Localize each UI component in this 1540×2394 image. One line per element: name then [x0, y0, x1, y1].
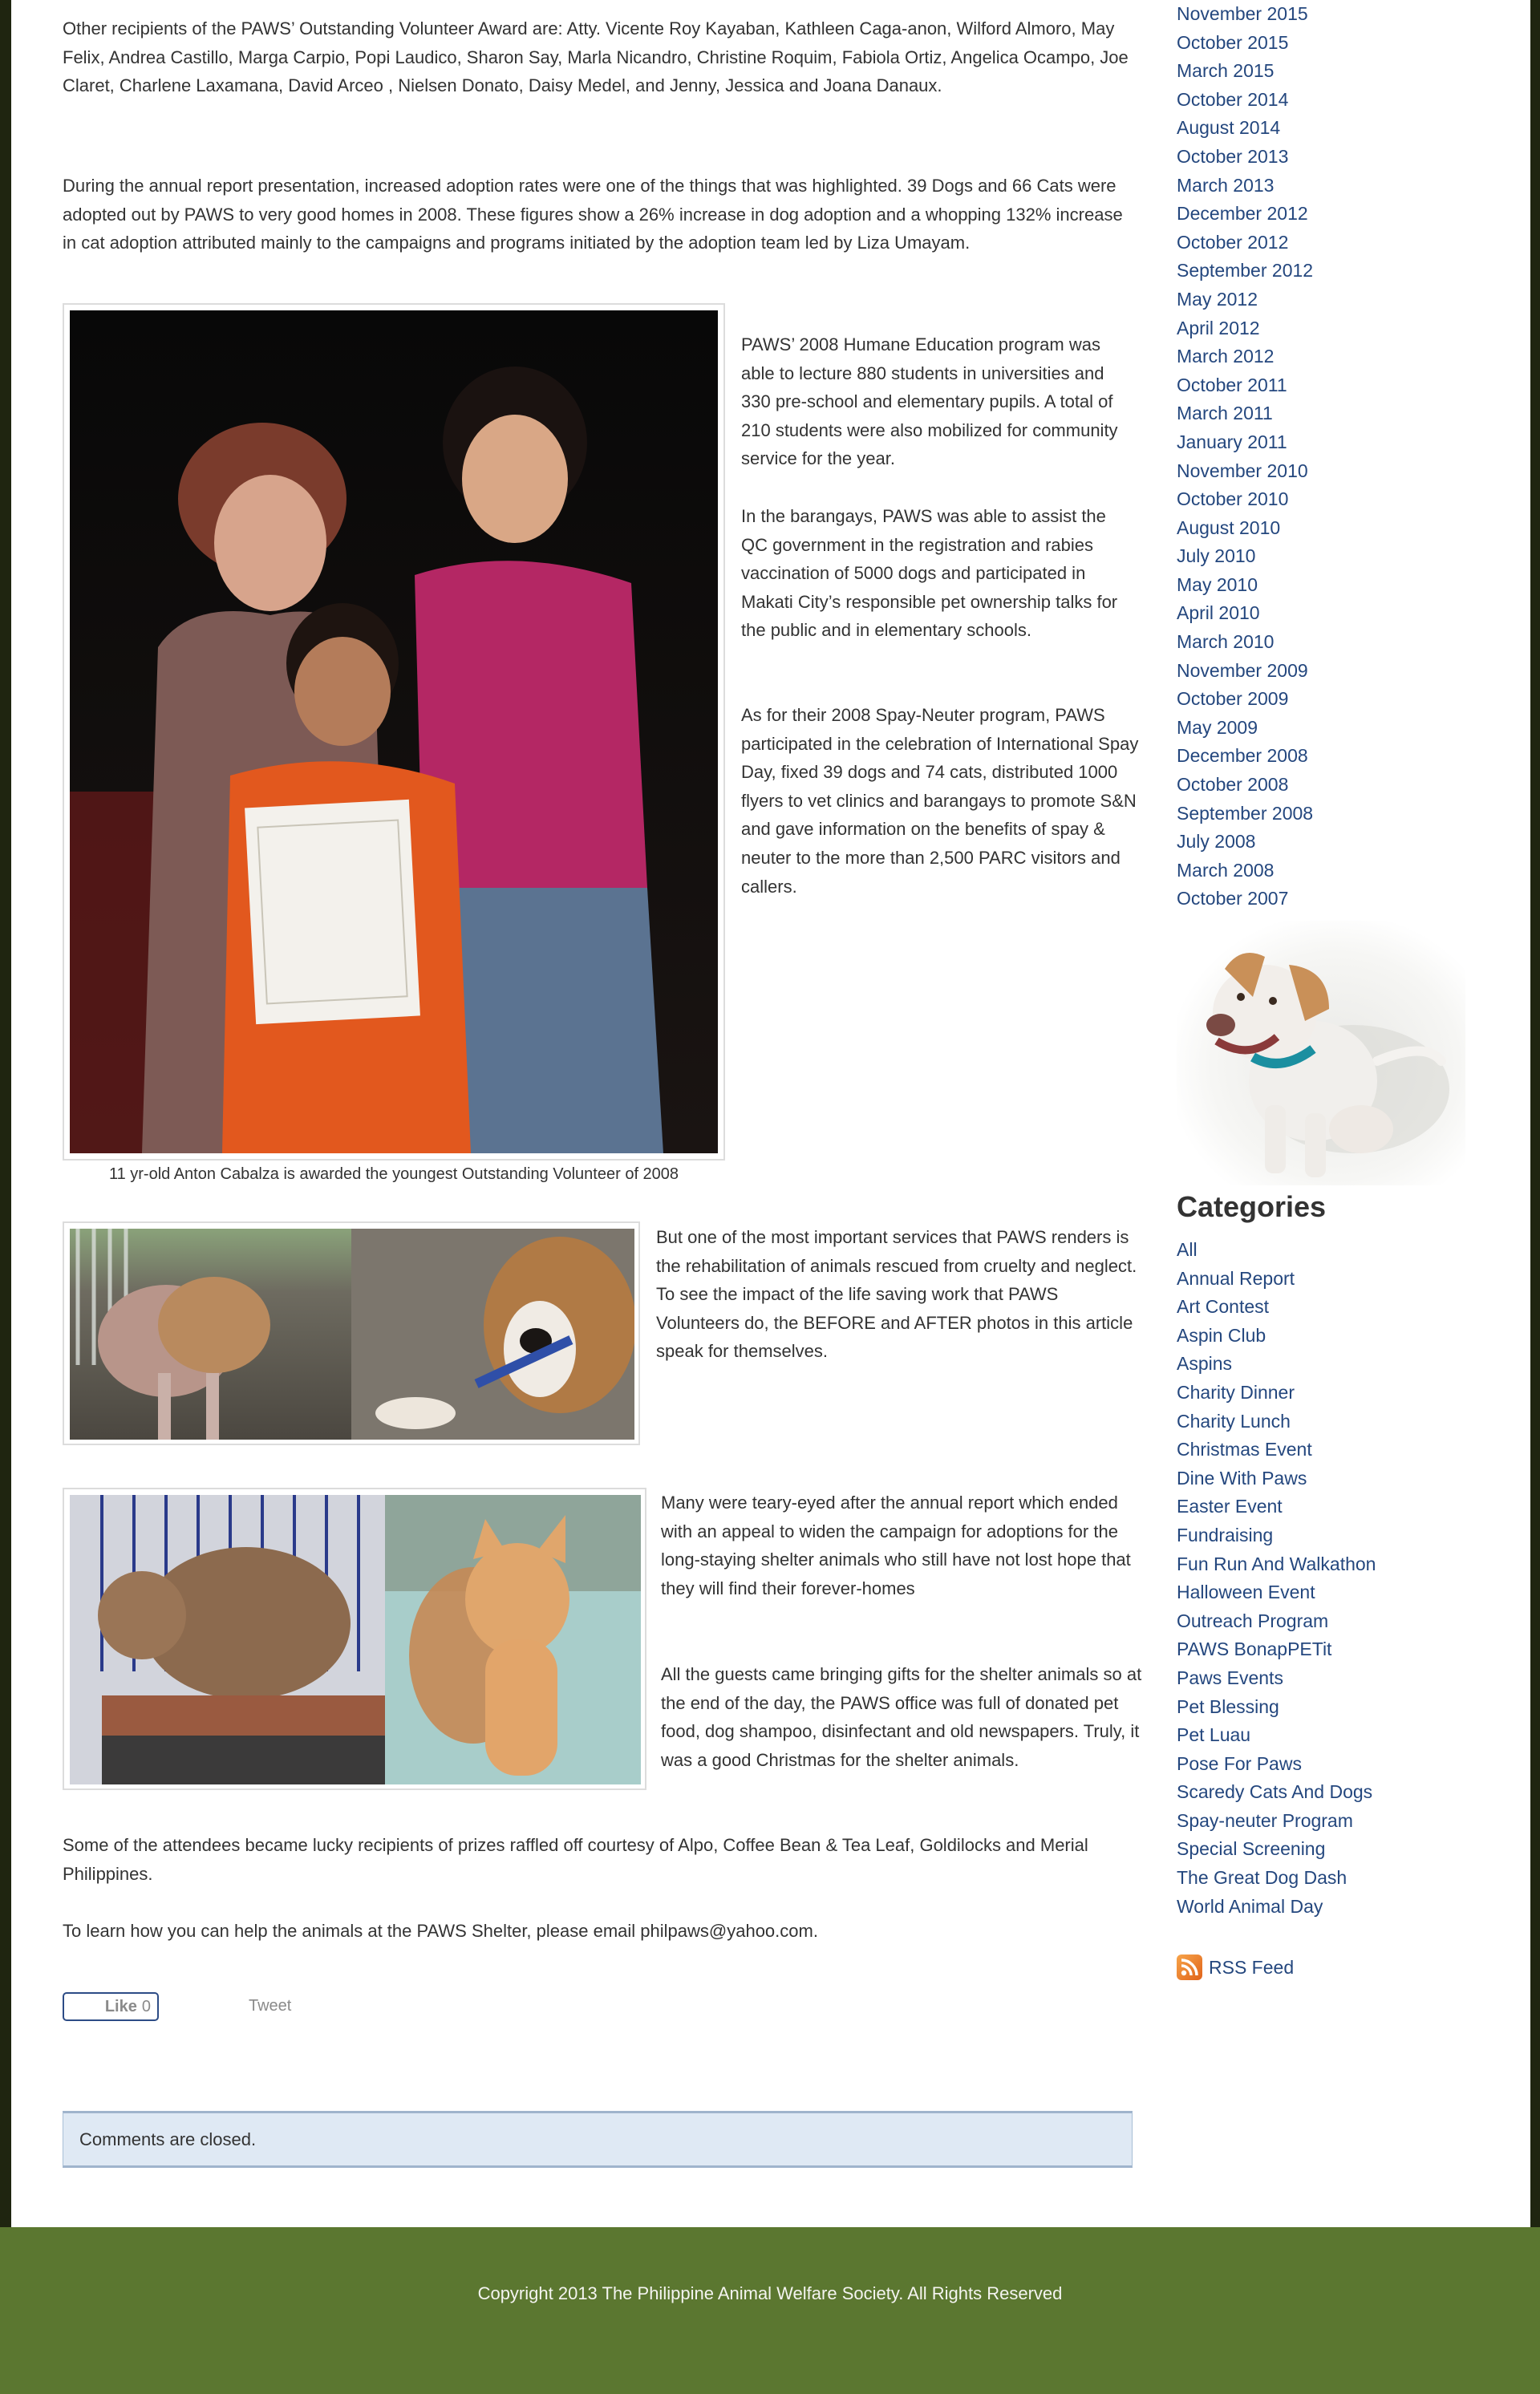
paragraph-recipients: Other recipients of the PAWS’ Outstanding Volunteer Award are: Atty. Vicente Roy Kayaban, Kathleen Caga-anon, Wilford Almoro, May Felix, Andrea Castillo, Marga Carpio, Popi Laudico, Sharon Say, Marla Nicandro, Christine Roquim, Fabiola Ortiz, Angelica Ocampo, Joe Claret, Charlene Laxamana, David Arceo , Nielsen Donato, Daisy Medel, and Jenny, Jessica and Joana Danaux.: [63, 18, 1129, 96]
category-link[interactable]: World Animal Day: [1177, 1895, 1323, 1917]
archive-link[interactable]: March 2011: [1177, 403, 1273, 424]
tweet-button[interactable]: Tweet: [249, 1997, 292, 2015]
archive-link[interactable]: August 2010: [1177, 516, 1281, 538]
archive-link[interactable]: April 2012: [1177, 317, 1260, 338]
cat-before-illustration: [70, 1495, 385, 1784]
archive-link[interactable]: May 2010: [1177, 573, 1258, 595]
category-link[interactable]: Dine With Paws: [1177, 1467, 1307, 1489]
category-link[interactable]: Scaredy Cats And Dogs: [1177, 1781, 1373, 1803]
cat-after-photo: [385, 1495, 641, 1784]
archive-link[interactable]: March 2015: [1177, 60, 1275, 82]
category-link[interactable]: Charity Dinner: [1177, 1381, 1295, 1403]
footer-copyright: Copyright 2013 The Philippine Animal Welfare Society. All Rights Reserved: [477, 2283, 1063, 2303]
category-link[interactable]: Fundraising: [1177, 1524, 1274, 1545]
archive-link[interactable]: December 2008: [1177, 745, 1308, 767]
cat-before-photo: [70, 1495, 385, 1784]
category-link[interactable]: Easter Event: [1177, 1496, 1283, 1517]
dog-before-after-frame: [63, 1221, 640, 1445]
paragraph-adoption: During the annual report presentation, increased adoption rates were one of the things that was highlighted. 39 Dogs and 66 Cats were adopted out by PAWS to very good homes in 2008. These figures show a 26% increase in dog adoption and a whopping 132% increase in cat adoption attributed mainly to the campaigns and programs initiated by the adoption team led by Liza Umayam.: [63, 176, 1123, 253]
dog-illustration: [1177, 921, 1465, 1185]
archive-link[interactable]: December 2012: [1177, 203, 1308, 225]
category-link[interactable]: Pet Blessing: [1177, 1695, 1279, 1717]
categories-heading: Categories: [1177, 1190, 1327, 1223]
archive-link[interactable]: May 2012: [1177, 288, 1258, 310]
archive-link[interactable]: October 2011: [1177, 374, 1287, 395]
cat-before-after-frame: [63, 1488, 646, 1790]
paragraph-gifts: All the guests came bringing gifts for the shelter animals so at the end of the day, the PAWS office was full of donated pet food, dog shampoo, disinfectant and old newspapers. Truly, it was a good Christmas for the shelter animals.: [661, 1664, 1142, 1770]
archive-link[interactable]: July 2010: [1177, 545, 1256, 567]
paragraph-spay-neuter: As for their 2008 Spay-Neuter program, PAWS participated in the celebration of International Spay Day, fixed 39 dogs and 74 cats, distributed 1000 flyers to vet clinics and barangays to promote S&N and gave information on the benefits of spay & neuter to the more than 2,500 PARC visitors and callers.: [741, 705, 1139, 897]
dog-after-photo: [351, 1229, 634, 1440]
category-link[interactable]: Special Screening: [1177, 1838, 1326, 1860]
archive-link[interactable]: November 2010: [1177, 460, 1308, 481]
archive-link[interactable]: October 2012: [1177, 231, 1289, 253]
dog-after-illustration: [351, 1229, 634, 1440]
paragraph-rehabilitation: But one of the most important services that PAWS renders is the rehabilitation of animals rescued from cruelty and neglect. To see the impact of the life saving work that PAWS Volunteers do, the BEFORE and AFTER photos in this article speak for themselves.: [656, 1227, 1137, 1362]
category-link[interactable]: Art Contest: [1177, 1296, 1270, 1318]
like-count: 0: [141, 1997, 151, 2015]
rss-feed-label: RSS Feed: [1209, 1956, 1295, 1978]
categories-list: [1177, 1236, 1376, 1921]
archive-link[interactable]: October 2008: [1177, 774, 1289, 796]
paragraph-barangays: In the barangays, PAWS was able to assist the QC government in the registration and rabies vaccination of 5000 dogs and participated in Makati City’s responsible pet ownership talks for the public and in elementary schools.: [741, 506, 1118, 641]
site-footer: [0, 2227, 1540, 2394]
category-link[interactable]: Paws Events: [1177, 1667, 1283, 1688]
paragraph-education: PAWS’ 2008 Humane Education program was able to lecture 880 students in universities and 330 pre-school and elementary pupils. A total of 210 students were also mobilized for community service for the year.: [741, 334, 1118, 469]
category-link[interactable]: Fun Run And Walkathon: [1177, 1553, 1376, 1574]
archive-link[interactable]: March 2010: [1177, 631, 1275, 653]
archive-link[interactable]: October 2015: [1177, 31, 1289, 53]
archive-link[interactable]: October 2009: [1177, 688, 1289, 710]
archive-link[interactable]: March 2012: [1177, 346, 1275, 367]
sidebar-dog-image: [1177, 921, 1465, 1185]
archive-link[interactable]: September 2012: [1177, 260, 1314, 282]
category-link[interactable]: PAWS BonapPETit: [1177, 1639, 1332, 1660]
category-link[interactable]: Outreach Program: [1177, 1610, 1329, 1631]
category-link[interactable]: Charity Lunch: [1177, 1410, 1291, 1432]
category-link[interactable]: Aspin Club: [1177, 1324, 1266, 1346]
archives-list: [1177, 0, 1313, 913]
page-container: [11, 0, 1530, 2227]
archive-link[interactable]: November 2015: [1177, 3, 1308, 24]
category-link[interactable]: Annual Report: [1177, 1267, 1295, 1289]
comments-closed-notice: [63, 2111, 1133, 2168]
rss-feed-link[interactable]: [1177, 1954, 1294, 1980]
archive-link[interactable]: October 2014: [1177, 88, 1289, 110]
comments-status-text: Comments are closed.: [79, 2129, 257, 2149]
like-label: Like: [104, 1997, 137, 2015]
archive-link[interactable]: September 2008: [1177, 802, 1314, 824]
paragraph-prizes: Some of the attendees became lucky recipients of prizes raffled off courtesy of Alpo, Coffee Bean & Tea Leaf, Goldilocks and Merial Philippines.: [63, 1835, 1088, 1884]
category-link[interactable]: Christmas Event: [1177, 1439, 1312, 1460]
category-link[interactable]: Spay-neuter Program: [1177, 1809, 1353, 1831]
category-link[interactable]: The Great Dog Dash: [1177, 1867, 1348, 1889]
category-link[interactable]: All: [1177, 1239, 1198, 1260]
archive-link[interactable]: August 2014: [1177, 117, 1281, 139]
dog-before-photo: [70, 1229, 351, 1440]
rss-icon: [1177, 1954, 1202, 1980]
archive-link[interactable]: April 2010: [1177, 602, 1260, 624]
archive-link[interactable]: October 2010: [1177, 488, 1289, 510]
archive-link[interactable]: May 2009: [1177, 716, 1258, 738]
archive-link[interactable]: January 2011: [1177, 431, 1287, 452]
dog-before-illustration: [70, 1229, 351, 1440]
category-link[interactable]: Pet Luau: [1177, 1724, 1251, 1746]
category-link[interactable]: Pose For Paws: [1177, 1752, 1302, 1774]
archive-link[interactable]: March 2008: [1177, 859, 1275, 881]
archive-link[interactable]: October 2013: [1177, 145, 1289, 167]
archive-link[interactable]: October 2007: [1177, 888, 1289, 909]
cat-after-illustration: [385, 1495, 641, 1784]
archive-link[interactable]: November 2009: [1177, 659, 1308, 681]
category-link[interactable]: Aspins: [1177, 1353, 1233, 1375]
award-photo-caption: 11 yr-old Anton Cabalza is awarded the youngest Outstanding Volunteer of 2008: [108, 1165, 679, 1183]
archive-link[interactable]: July 2008: [1177, 831, 1256, 853]
paragraph-contact: To learn how you can help the animals at the PAWS Shelter, please email philpaws@yahoo.com.: [63, 1921, 818, 1941]
archive-link[interactable]: March 2013: [1177, 174, 1275, 196]
category-link[interactable]: Halloween Event: [1177, 1582, 1315, 1603]
award-photo: [70, 310, 718, 1153]
paragraph-teary-eyed: Many were teary-eyed after the annual report which ended with an appeal to widen the campaign for adoptions for the long-staying shelter animals who still have not lost hope that they will find their forever-homes: [661, 1493, 1131, 1598]
award-photo-frame: [63, 303, 725, 1161]
facebook-like-button[interactable]: [63, 1992, 159, 2021]
award-photo-illustration: [70, 310, 718, 1153]
